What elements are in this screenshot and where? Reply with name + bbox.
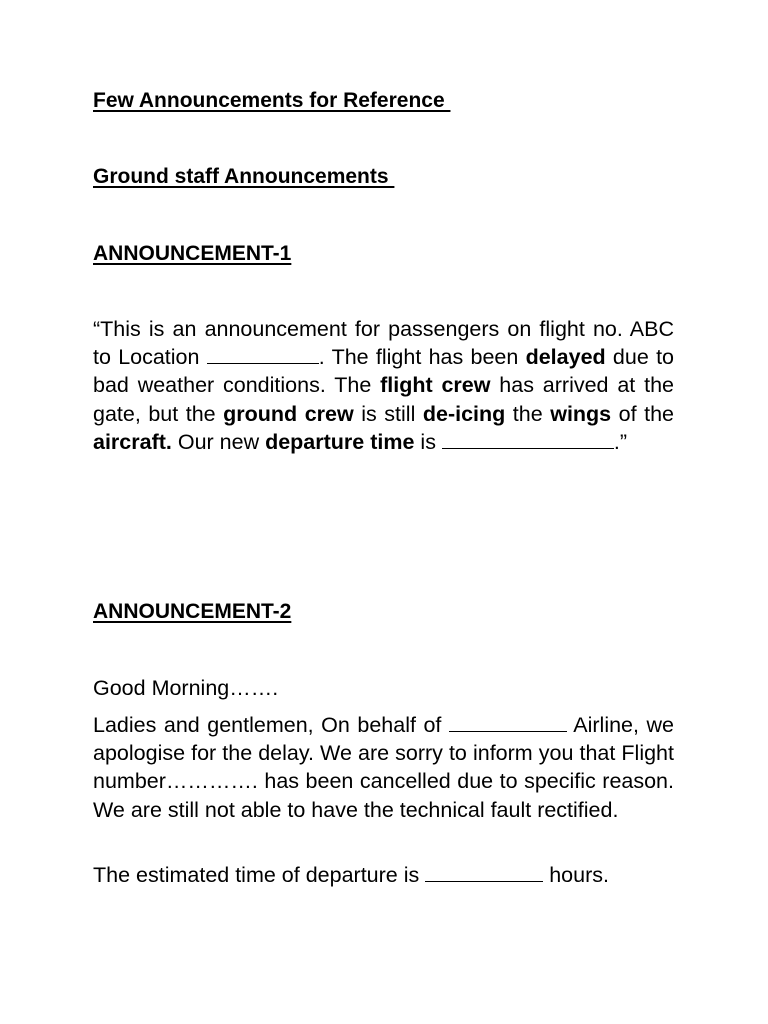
announcement-1-heading: ANNOUNCEMENT-1 (93, 242, 292, 265)
keyword-wings: wings (550, 401, 612, 426)
a2-text-segment: The estimated time of departure is (93, 863, 426, 887)
a1-text-segment: .” (613, 429, 628, 454)
airline-blank (449, 713, 567, 732)
a1-text-segment: the (505, 401, 551, 426)
a1-text-segment: “This is an announcement for passengers on flight no. ABC to Location (93, 317, 674, 370)
a2-text-segment: hours. (543, 863, 609, 887)
document-page (93, 0, 674, 1024)
keyword-delayed: delayed (525, 345, 606, 370)
greeting-text: Good Morning……. (93, 676, 279, 700)
announcement-2-heading: ANNOUNCEMENT-2 (93, 600, 292, 623)
a2-text-segment: Airline, we apologise for the delay. We are sorry to inform you that Flight number…………. has been cancelled due to specific reason. We are still not able to have the technical fault rectified. (93, 713, 674, 822)
keyword-de-icing: de-icing (422, 401, 506, 426)
announcement-2-paragraph-2 (93, 861, 674, 889)
a1-text-segment: . The flight has been (318, 345, 526, 370)
keyword-departure-time: departure time (265, 429, 415, 454)
announcement-2-paragraph-1 (93, 711, 674, 824)
section-title-ground-staff: Ground staff Announcements (93, 165, 395, 188)
a1-text-segment: is still (353, 401, 423, 426)
announcement-1-text (93, 315, 674, 456)
location-blank (207, 345, 319, 364)
a1-text-segment: of the (611, 401, 674, 426)
keyword-ground-crew: ground crew (223, 401, 354, 426)
a1-text-segment: is (414, 429, 442, 454)
a1-text-segment: due to bad weather conditions. The (93, 345, 674, 398)
a2-text-segment: Ladies and gentlemen, On behalf of (93, 713, 449, 737)
keyword-aircraft: aircraft. (93, 429, 172, 454)
departure-time-blank (442, 430, 614, 449)
a1-text-segment: has arrived at the gate, but the (93, 373, 674, 426)
a1-text-segment: Our new (171, 429, 266, 454)
keyword-flight-crew: flight crew (380, 373, 491, 398)
departure-hours-blank (425, 863, 543, 882)
document-title: Few Announcements for Reference (93, 89, 451, 112)
